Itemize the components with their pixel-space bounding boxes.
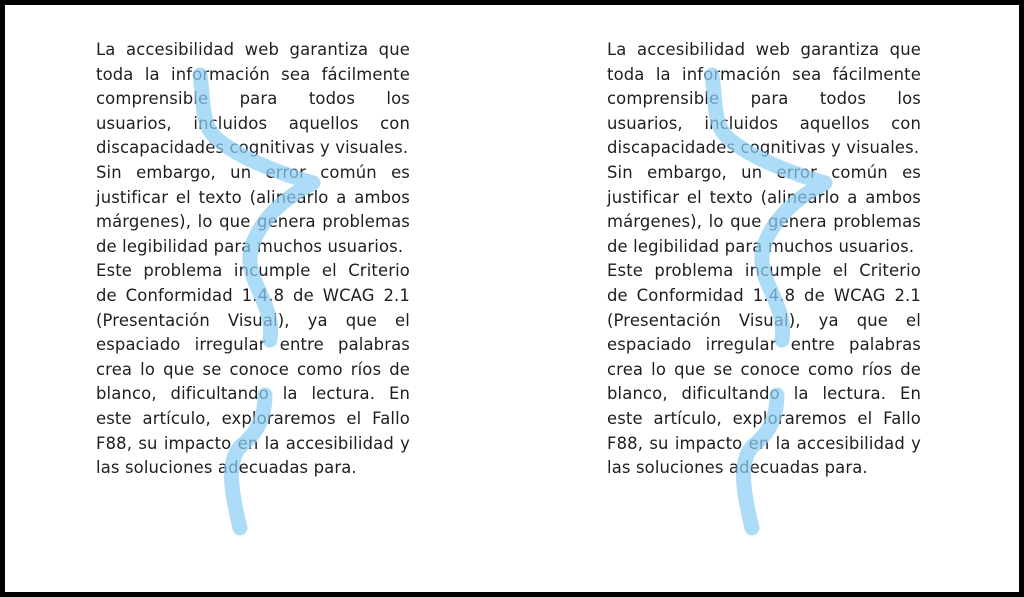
- paragraph-wcag-criterion: Este problema incumple el Criterio de Conformidad 1.4.8 de WCAG 2.1 (Presentación Visual), ya que el espaciado irregular entre palabras crea lo que se conoce como ríos de blanco, dificultando la lectura. En este artículo, exploraremos el Fallo F88, su impacto en la accesibilidad y las soluciones adecuadas para.: [607, 261, 921, 478]
- paragraph-justify-error: Sin embargo, un error común es justificar el texto (alinearlo a ambos márgenes), lo que genera problemas de legibilidad para muchos usuarios.: [96, 162, 410, 256]
- paragraph-intro: La accesibilidad web garantiza que toda la información sea fácilmente comprensible para todos los usuarios, incluidos aquellos con discapacidades cognitivas y visuales.: [607, 40, 921, 158]
- paragraph-justify-error: Sin embargo, un error común es justificar el texto (alinearlo a ambos márgenes), lo que genera problemas de legibilidad para muchos usuarios.: [607, 162, 921, 256]
- paragraph-intro: La accesibilidad web garantiza que toda la información sea fácilmente comprensible para todos los usuarios, incluidos aquellos con discapacidades cognitivas y visuales.: [96, 40, 410, 158]
- paragraph-wcag-criterion: Este problema incumple el Criterio de Conformidad 1.4.8 de WCAG 2.1 (Presentación Visual), ya que el espaciado irregular entre palabras crea lo que se conoce como ríos de blanco, dificultando la lectura. En este artículo, exploraremos el Fallo F88, su impacto en la accesibilidad y las soluciones adecuadas para.: [96, 261, 410, 478]
- left-text-column: [96, 38, 410, 481]
- right-text-column: [607, 38, 921, 481]
